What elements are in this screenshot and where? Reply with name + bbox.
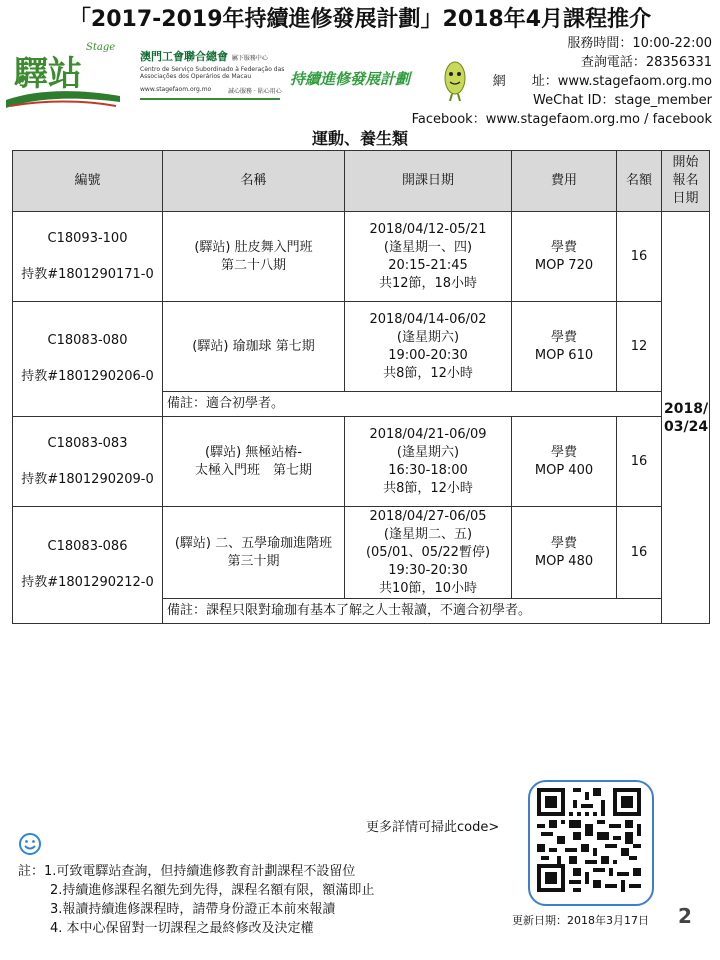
divider (140, 98, 280, 100)
table-row (13, 212, 710, 302)
course-fee: 學費 MOP 610 (512, 302, 617, 392)
course-note: 備註：適合初學者。 (163, 392, 662, 417)
logo-script: Stage (86, 42, 116, 53)
course-code: C18083-080 持教#1801290206-0 (13, 302, 163, 417)
course-dates: 2018/04/21-06/09 (逢星期六) 16:30-18:00 共8節，12小時 (345, 417, 512, 507)
program-logo: 持續進修發展計劃 (290, 70, 411, 88)
course-fee: 學費 MOP 400 (512, 417, 617, 507)
note-3: 3.報讀持續進修課程時，請帶身份證正本前來報讀 (50, 902, 336, 917)
course-name: (驛站) 瑜珈球 第七期 (163, 302, 345, 392)
course-quota: 16 (617, 212, 662, 302)
course-code: C18083-083 持教#1801290209-0 (13, 417, 163, 507)
course-name: (驛站) 無極站樁- 太極入門班 第七期 (163, 417, 345, 507)
table-row (13, 507, 710, 599)
course-fee: 學費 MOP 480 (512, 507, 617, 599)
service-hours: 服務時間：10:00-22:00 (567, 36, 712, 51)
header-registration: 開始 報名 日期 (662, 151, 710, 212)
course-code: C18083-086 持教#1801290212-0 (13, 507, 163, 624)
org-subtitle: Centro de Serviço Subordinado à Federação das Associações dos Operários de Macau (140, 66, 285, 80)
note-4: 4. 本中心保留對一切課程之最終修改及決定權 (50, 921, 314, 936)
header-quota: 名額 (617, 151, 662, 212)
header-code: 編號 (13, 151, 163, 212)
org-slogan: 誠心服務 · 貼心用心 (228, 88, 282, 95)
course-quota: 16 (617, 507, 662, 599)
wechat: WeChat ID：stage_member (533, 93, 712, 108)
org-block (140, 48, 290, 80)
course-fee: 學費 MOP 720 (512, 212, 617, 302)
course-name: (驛站) 肚皮舞入門班 第二十八期 (163, 212, 345, 302)
logo-text: 驛站 (14, 54, 82, 94)
page-number: 2 (678, 904, 692, 928)
course-dates: 2018/04/14-06/02 (逢星期六) 19:00-20:30 共8節，12小時 (345, 302, 512, 392)
notes (18, 862, 374, 938)
org-name: 澳門工會聯合總會 屬下服務中心 (140, 50, 268, 63)
org-web: www.stagefaom.org.mo (140, 86, 212, 93)
header-fee: 費用 (512, 151, 617, 212)
note-2: 2.持續進修課程名額先到先得，課程名額有限，額滿即止 (50, 883, 375, 898)
smiley-icon (18, 832, 42, 860)
course-dates: 2018/04/12-05/21 (逢星期一、四) 20:15-21:45 共12節，18小時 (345, 212, 512, 302)
phone: 查詢電話：28356331 (580, 55, 712, 70)
header-dates: 開課日期 (345, 151, 512, 212)
registration-date: 2018/ 03/24 (662, 212, 710, 624)
facebook: Facebook：www.stagefaom.org.mo / facebook (411, 112, 712, 127)
course-note: 備註：課程只限對瑜珈有基本了解之人士報讀，不適合初學者。 (163, 599, 662, 624)
qr-label: 更多詳情可掃此code> (366, 820, 500, 835)
website: 網 址：www.stagefaom.org.mo (492, 74, 712, 89)
table-row (13, 417, 710, 507)
table-header-row (13, 151, 710, 212)
contact-info (412, 34, 712, 129)
course-code: C18093-100 持教#1801290171-0 (13, 212, 163, 302)
table-row (13, 302, 710, 392)
course-quota: 12 (617, 302, 662, 392)
station-logo-icon (4, 40, 122, 118)
section-title: 運動、養生類 (311, 129, 408, 148)
course-name: (驛站) 二、五學瑜珈進階班 第三十期 (163, 507, 345, 599)
note-1: 註：1.可致電驛站查詢，但持續進修教育計劃課程不設留位 (18, 864, 356, 879)
update-date: 更新日期：2018年3月17日 (512, 914, 649, 927)
header-name: 名稱 (163, 151, 345, 212)
course-quota: 16 (617, 417, 662, 507)
qr-code-icon[interactable] (537, 788, 641, 892)
course-dates: 2018/04/27-06/05 (逢星期二、五) (05/01、05/22暫停) 19:30-20:30 共10節，10小時 (345, 507, 512, 599)
course-table (12, 150, 710, 624)
page-title: 「2017-2019年持續進修發展計劃」2018年4月課程推介 (68, 7, 652, 32)
